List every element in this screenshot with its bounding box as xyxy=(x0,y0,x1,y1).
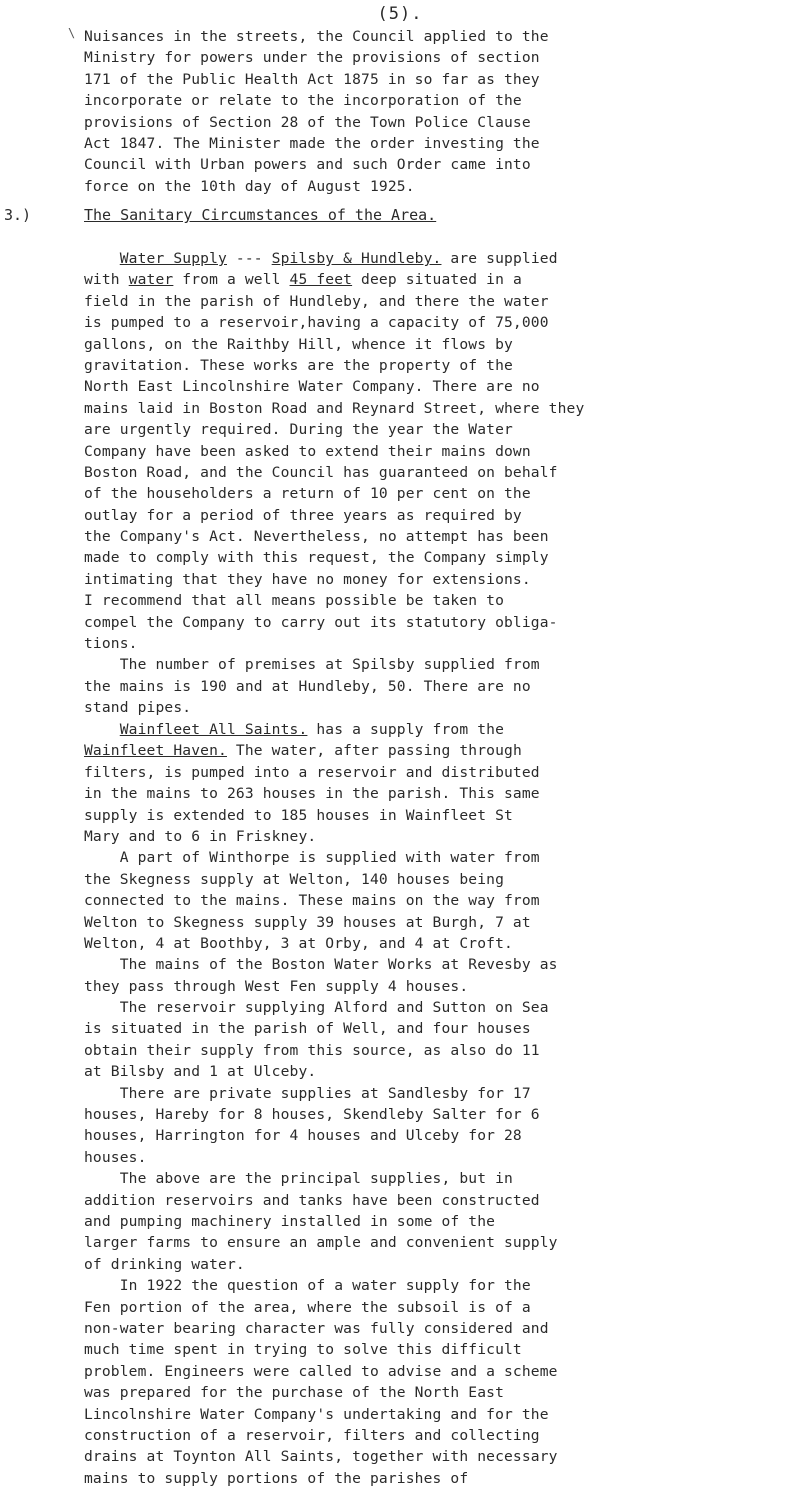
text-line: drains at Toynton All Saints, together with necessary xyxy=(84,1448,558,1466)
text-line: The above are the principal supplies, but in xyxy=(84,1170,513,1188)
text-line: is pumped to a reservoir,having a capacity of 75,000 xyxy=(84,314,549,332)
text-line: Company have been asked to extend their mains down xyxy=(84,442,531,460)
place-wainfleet-all-saints: Wainfleet All Saints. xyxy=(119,721,308,738)
corner-mark: \ xyxy=(68,26,76,40)
text-line: Fen portion of the area, where the subsoil is of a xyxy=(84,1298,531,1316)
text-line: The reservoir supplying Alford and Sutton on Sea xyxy=(84,999,549,1017)
first-line-rest: are supplied xyxy=(441,250,558,267)
text-line: North East Lincolnshire Water Company. There are no xyxy=(84,378,540,396)
text-line: Welton, 4 at Boothby, 3 at Orby, and 4 at Croft. xyxy=(84,934,513,952)
text-line: in the mains to 263 houses in the parish. This same xyxy=(84,785,540,803)
text-line: houses, Hareby for 8 houses, Skendleby Salter for 6 xyxy=(84,1106,540,1124)
page-number: (5). xyxy=(377,4,423,24)
text-line: Boston Road, and the Council has guaranteed on behalf xyxy=(84,463,558,481)
text-line: houses, Harrington for 4 houses and Ulceby for 28 xyxy=(84,1127,522,1145)
text-line: and pumping machinery installed in some of the xyxy=(84,1212,496,1230)
text-line: mains laid in Boston Road and Reynard Street, where they xyxy=(84,399,585,417)
text-line: incorporate or relate to the incorporation of the xyxy=(84,92,522,110)
text-line: Ministry for powers under the provisions of section xyxy=(84,49,540,67)
text-line: is situated in the parish of Well, and four houses xyxy=(84,1020,531,1038)
text-line: connected to the mains. These mains on the way from xyxy=(84,892,540,910)
text-line: The mains of the Boston Water Works at Revesby as xyxy=(84,956,558,974)
text-line: larger farms to ensure an ample and convenient supply xyxy=(84,1234,558,1252)
text-line: of drinking water. xyxy=(84,1255,245,1273)
text-line: Lincolnshire Water Company's undertaking and for the xyxy=(84,1405,549,1423)
text-line: compel the Company to carry out its statutory obliga- xyxy=(84,613,558,631)
text-line: stand pipes. xyxy=(84,699,192,717)
water-supply-paragraph xyxy=(84,248,796,719)
text-line: of the householders a return of 10 per cent on the xyxy=(84,485,531,503)
text-line: intimating that they have no money for extensions. xyxy=(84,570,531,588)
text-line: much time spent in trying to solve this difficult xyxy=(84,1341,522,1359)
text-line: supply is extended to 185 houses in Wainfleet St xyxy=(84,806,513,824)
text-line: In 1922 the question of a water supply for the xyxy=(84,1277,531,1295)
text-line: the mains is 190 and at Hundleby, 50. There are no xyxy=(84,677,531,695)
text-line: are urgently required. During the year the Water xyxy=(84,421,513,439)
text-line: at Bilsby and 1 at Ulceby. xyxy=(84,1063,317,1081)
text-line: mains to supply portions of the parishes of xyxy=(84,1469,469,1487)
text-line: addition reservoirs and tanks have been constructed xyxy=(84,1191,540,1209)
text-line: the Skegness supply at Welton, 140 houses being xyxy=(84,870,505,888)
second-line-rest: The water, after passing through xyxy=(226,742,522,760)
text-line: outlay for a period of three years as required by xyxy=(84,506,522,524)
text-line: obtain their supply from this source, as also do 11 xyxy=(84,1041,540,1059)
text-line: non-water bearing character was fully considered and xyxy=(84,1319,549,1337)
indent xyxy=(84,250,120,267)
wainfleet-first-line xyxy=(84,719,796,740)
section-heading: The Sanitary Circumstances of the Area. xyxy=(84,206,437,224)
text-line: I recommend that all means possible be taken to xyxy=(84,592,505,610)
text-line: gravitation. These works are the property of the xyxy=(84,356,513,374)
well-depth: 45 feet xyxy=(289,271,353,289)
text-line: Council with Urban powers and such Order came into xyxy=(84,156,531,174)
section-number: 3.) xyxy=(4,206,32,224)
intro-paragraph xyxy=(84,26,796,197)
text-line: made to comply with this request, the Company simply xyxy=(84,549,549,567)
text-line: 171 of the Public Health Act 1875 in so far as they xyxy=(84,70,540,88)
text-line: houses. xyxy=(84,1148,147,1166)
text-line: The number of premises at Spilsby supplied from xyxy=(84,656,540,674)
place-spilsby-hundleby: Spilsby & Hundleby. xyxy=(271,250,442,267)
text-line: Welton to Skegness supply 39 houses at Burgh, 7 at xyxy=(84,913,531,931)
text-line: field in the parish of Hundleby, and there the water xyxy=(84,292,549,310)
first-line-rest: has a supply from the xyxy=(307,721,505,738)
text-line: Act 1847. The Minister made the order investing the xyxy=(84,134,540,152)
water-supply-second-line: with water from a well 45 feet deep situated in a xyxy=(84,271,522,289)
text-line: provisions of Section 28 of the Town Police Clause xyxy=(84,113,531,131)
wainfleet-paragraph xyxy=(84,719,796,1489)
text-line: Nuisances in the streets, the Council applied to the xyxy=(84,28,549,45)
text-line: tions. xyxy=(84,635,138,653)
wainfleet-second-line xyxy=(84,740,796,761)
text-line: problem. Engineers were called to advise and a scheme xyxy=(84,1362,558,1380)
text-line: gallons, on the Raithby Hill, whence it flows by xyxy=(84,335,513,353)
text-line: the Company's Act. Nevertheless, no attempt has been xyxy=(84,528,549,546)
text-line: they pass through West Fen supply 4 houses. xyxy=(84,977,469,995)
water-supply-first-line xyxy=(84,248,796,269)
text-line: filters, is pumped into a reservoir and distributed xyxy=(84,763,540,781)
text-line: A part of Winthorpe is supplied with water from xyxy=(84,849,540,867)
text-line: Mary and to 6 in Friskney. xyxy=(84,827,317,845)
wainfleet-haven: Wainfleet Haven. xyxy=(84,742,227,760)
text-line: There are private supplies at Sandlesby for 17 xyxy=(84,1084,531,1102)
text-line: was prepared for the purchase of the North East xyxy=(84,1384,505,1402)
dashes: --- xyxy=(226,250,272,267)
water-supply-lead-in: Water Supply xyxy=(119,250,227,267)
text-line: force on the 10th day of August 1925. xyxy=(84,177,415,195)
text-line: construction of a reservoir, filters and collecting xyxy=(84,1426,540,1444)
